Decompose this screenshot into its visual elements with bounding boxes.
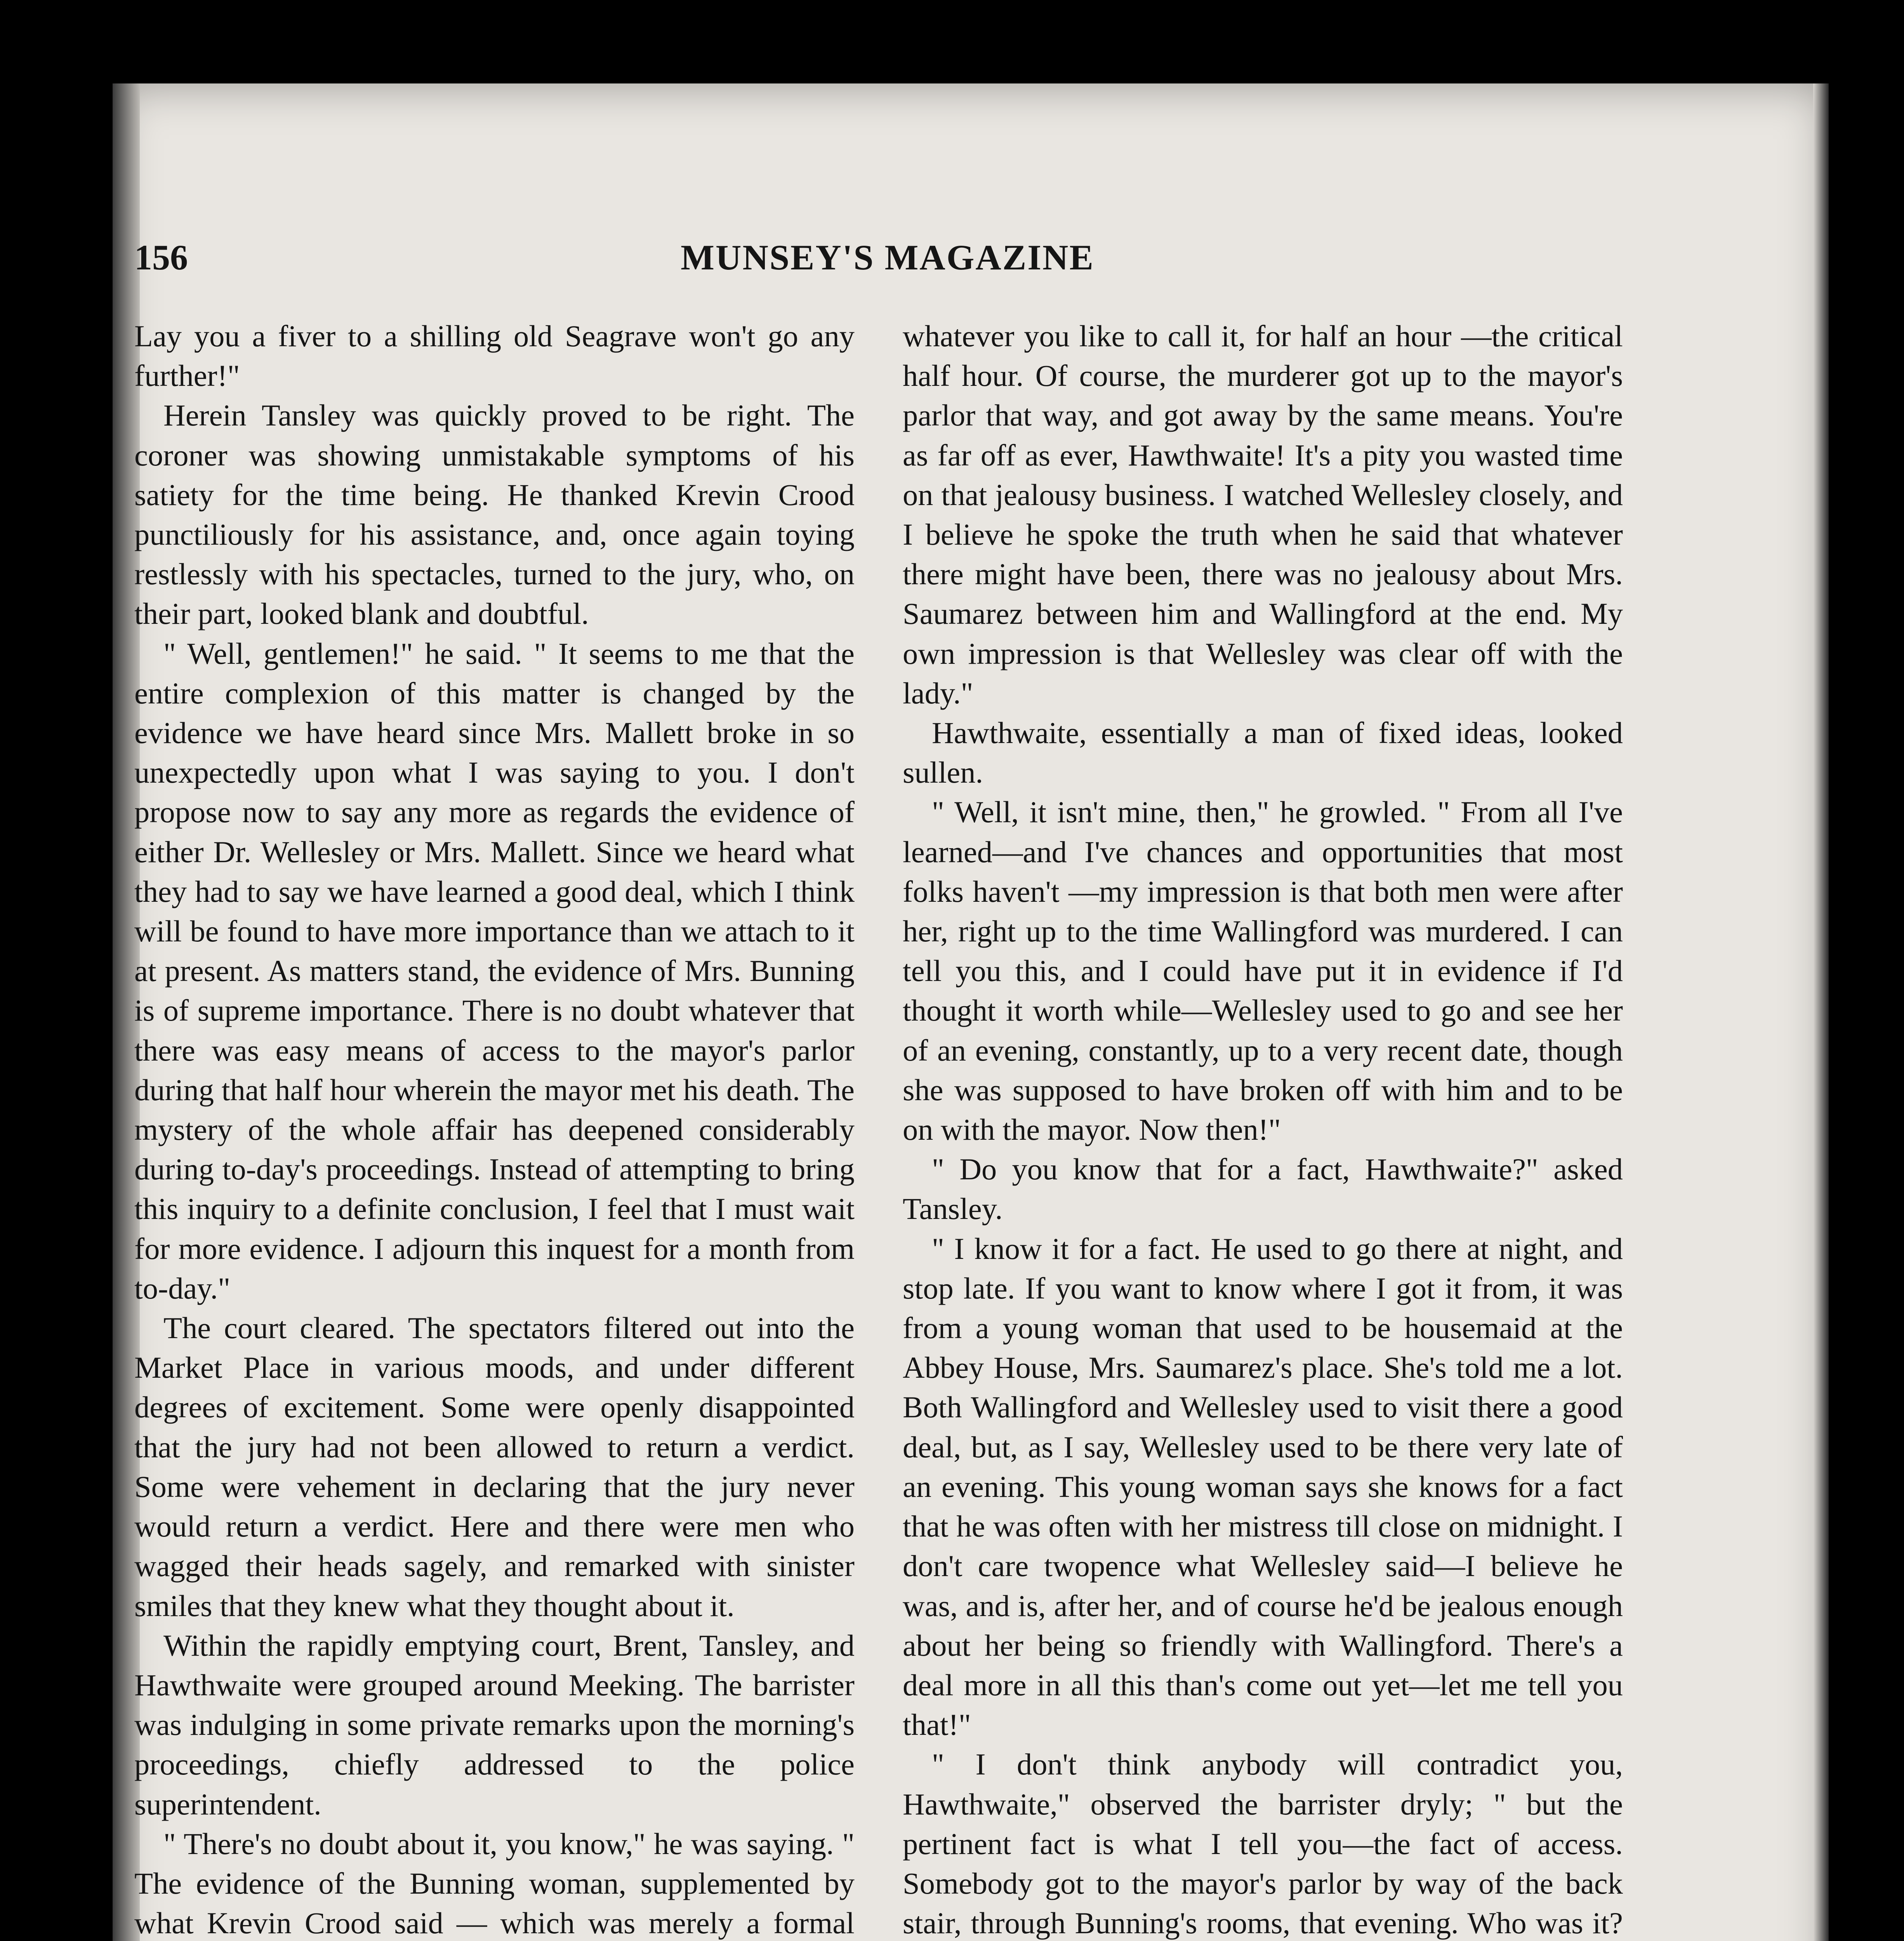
paragraph: " Well, gentlemen!" he said. " It seems to me that the entire complexion of this matter is changed by the evidence we have heard since Mrs. Mallett broke in so unexpectedly upon what I was saying to you. I don't propose now to say any more as regards the evidence of either Dr. Wellesley or Mrs. Mallett. Since we heard what they had to say we have learned a good deal, which I think will be found to have more importance than we attach to it at present. As matters stand, the evidence of Mrs. Bunning is of supreme importance. There is no doubt whatever that there was easy means of access to the mayor's parlor during that half hour wherein the mayor met his death. The mystery of the whole affair has deepened considerably during to-day's proceedings. Instead of attempting to bring this inquiry to a definite conclusion, I feel that I must wait for more evidence. I adjourn this inquest for a month from to-day." bbox=[134, 636, 855, 1305]
paragraph: Hawthwaite, essentially a man of fixed ideas, looked sullen. bbox=[903, 716, 1623, 790]
paragraph: Lay you a fiver to a shilling old Seagrave won't go any further!" bbox=[134, 319, 855, 393]
paragraph: The court cleared. The spectators filtered out into the Market Place in various moods, and under different degrees of excitement. Some were openly disappointed that the jury had not been allowed to return a verdict. Some were vehement in declaring that the jury never would return a verdict. Here and there were men who wagged their heads sagely, and remarked with sinister smiles that they knew what they thought about it. bbox=[134, 1311, 855, 1623]
paragraph: " I don't think anybody will contradict you, Hawthwaite," observed the barrister dryly; " but the pertinent fact is what I tell you—the fact of access. Somebody got to the mayor's parlor by way of the back stair, through Bunning's rooms, that evening. Who was it? bbox=[903, 1747, 1623, 1940]
paragraph: " I know it for a fact. He used to go there at night, and stop late. If you want to know where I got it from, it was from a young woman that used to be housemaid at the Abbey House, Mrs. Saumarez's place. She's told me a lot. Both Wallingford and Wellesley used to visit there a good deal, but, as I say, Wellesley used to be there very late of an evening. This young woman says she knows for a fact that he was often with her mistress till close on midnight. I don't care twopence what Wellesley said—I believe he was, and is, after her, and of course he'd be jealous enough about her being so friendly with Wallingford. There's a deal more in all this than's come out yet—let me tell you that!" bbox=[903, 1231, 1623, 1742]
left-column bbox=[134, 316, 855, 1941]
paragraph: " Well, it isn't mine, then," he growled. " From all I've learned—and I've chances and opportunities that most folks haven't —my impression is that both men were after her, right up to the time Wallingford was murdered. I can tell you this, and I could have put it in evidence if I'd thought it worth while—Wellesley used to go and see her of an evening, constantly, up to a very recent date, though she was supposed to have broken off with him and to be on with the mayor. Now then!" bbox=[903, 795, 1623, 1147]
page-number: 156 bbox=[134, 238, 188, 277]
right-column bbox=[903, 316, 1623, 1941]
paragraph: whatever you like to call it, for half an hour —the critical half hour. Of course, the murderer got up to the mayor's parlor that way, and got away by the same means. You're as far off as ever, Hawthwaite! It's a pity you wasted time on that jealousy business. I watched Wellesley closely, and I believe he spoke the truth when he said that whatever there might have been, there was no jealousy about Mrs. Saumarez between him and Wallingford at the end. My own impression is that Wellesley was clear off with the lady." bbox=[903, 319, 1623, 710]
paragraph: Within the rapidly emptying court, Brent, Tansley, and Hawthwaite were grouped around Meeking. The barrister was indulging in some private remarks upon the morning's proceedings, chiefly addressed to the police superintendent. bbox=[134, 1628, 855, 1821]
page-right-edge bbox=[1813, 83, 1829, 1941]
running-head bbox=[134, 237, 1641, 287]
paragraph: " There's no doubt about it, you know," he was saying. " The evidence of the Bunning woman, supplemented by what Krevin Crood said — which was merely a formal bbox=[134, 1826, 855, 1940]
paragraph: Herein Tansley was quickly proved to be right. The coroner was showing unmistakable symptoms of his satiety for the time being. He thanked Krevin Crood punctiliously for his assistance, and, once again toying restlessly with his spectacles, turned to the jury, who, on their part, looked blank and doubtful. bbox=[134, 398, 855, 631]
paragraph: " Do you know that for a fact, Hawthwaite?" asked Tansley. bbox=[903, 1152, 1623, 1226]
magazine-title: MUNSEY'S MAGAZINE bbox=[681, 238, 1094, 277]
